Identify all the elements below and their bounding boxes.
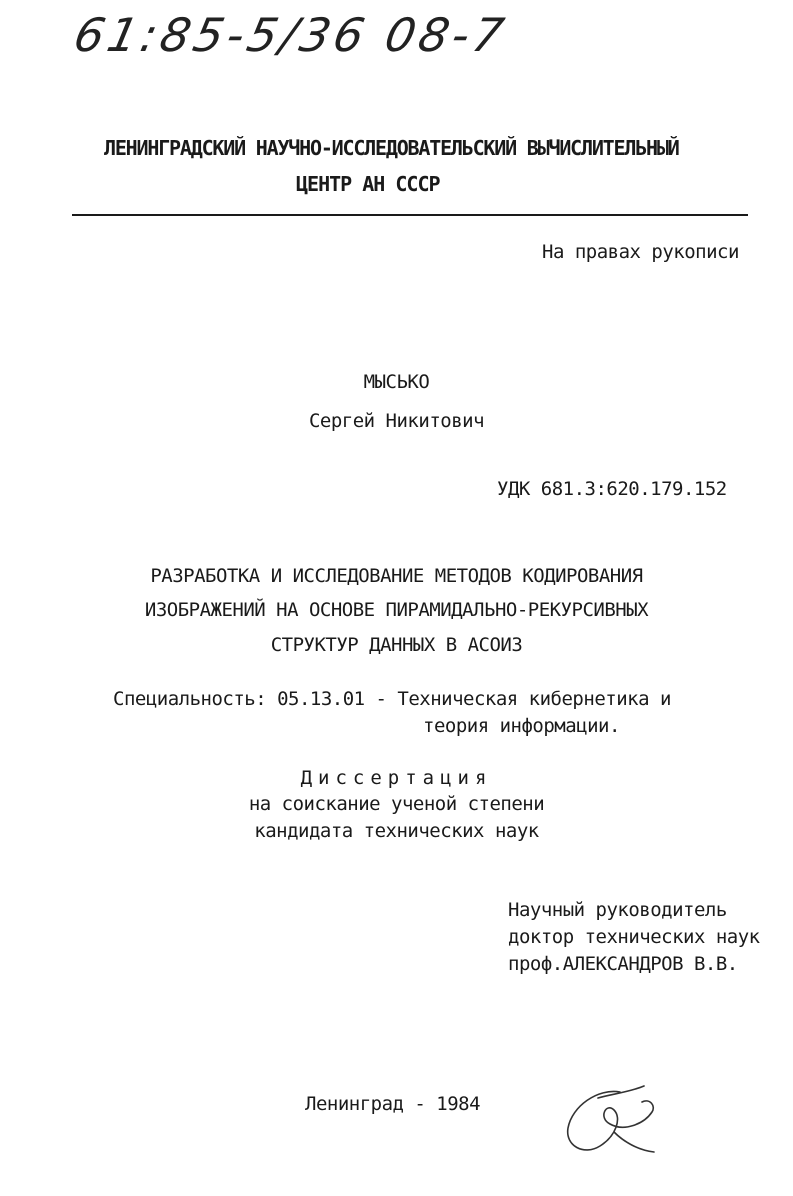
rights-note: На правах рукописи [542,241,739,263]
institution-line-2: ЦЕНТР АН СССР [296,172,440,196]
specialty-line-2: теория информации. [423,715,620,737]
supervisor-line-3: проф.АЛЕКСАНДРОВ В.В. [508,953,738,975]
supervisor-line-1: Научный руководитель [508,899,727,921]
place-year: Ленинград - 1984 [305,1093,481,1115]
supervisor-line-2: доктор технических наук [508,926,760,948]
header-divider [72,214,748,216]
degree-line-3: кандидата технических наук [254,820,539,842]
handwritten-signature [558,1072,668,1162]
institution-line-1: ЛЕНИНГРАДСКИЙ НАУЧНО-ИССЛЕДОВАТЕЛЬСКИЙ ВЫЧИСЛИТЕЛЬНЫЙ [104,136,679,160]
title-line-3: СТРУКТУР ДАННЫХ В АСОИЗ [270,634,523,656]
udc-code: УДК 681.3:620.179.152 [497,478,727,500]
degree-heading: Диссертация [300,767,493,789]
title-line-1: РАЗРАБОТКА И ИССЛЕДОВАНИЕ МЕТОДОВ КОДИРОВАНИЯ [150,565,643,587]
author-given-names: Сергей Никитович [308,410,485,432]
degree-line-2: на соискание ученой степени [248,793,545,815]
specialty-line-1: Специальность: 05.13.01 - Техническая кибернетика и [113,688,671,710]
title-line-2: ИЗОБРАЖЕНИЙ НА ОСНОВЕ ПИРАМИДАЛЬНО-РЕКУРСИВНЫХ [144,599,649,621]
handwritten-archive-number: 61:85-5/36 08-7 [69,8,513,62]
author-surname: МЫСЬКО [363,371,430,393]
